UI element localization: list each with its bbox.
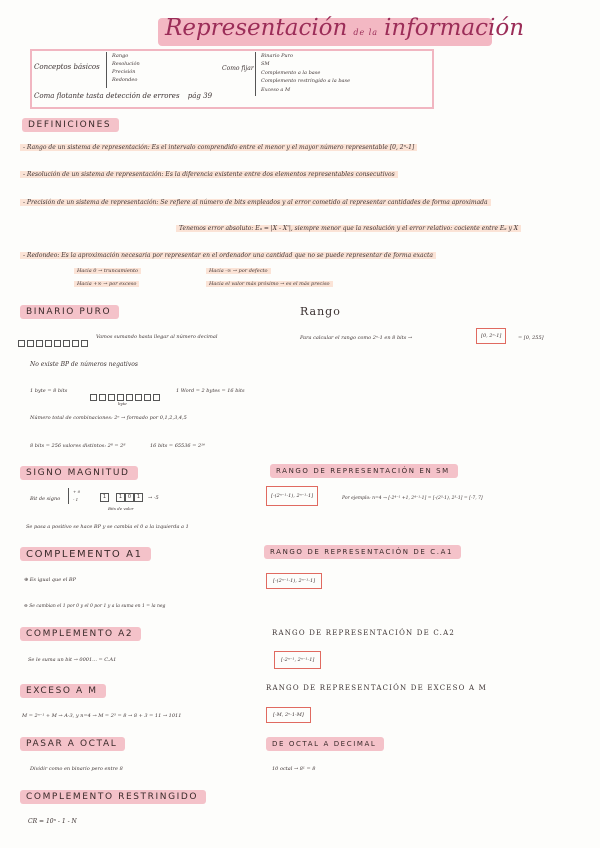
heading-ca2: COMPLEMENTO A2 xyxy=(20,627,141,641)
exceso-text: M = 2ⁿ⁻¹ + M → A-3, y n=4 → M = 2³ = 8 → 8 + 3 = 11 → 1011 xyxy=(22,713,182,719)
concept-exceso: Exceso a M xyxy=(261,86,291,93)
como-fijar-label: Como fijar xyxy=(222,65,254,72)
bp-total: Número total de combinaciones: 2ⁿ → formado por 0,1,2,3,4,5 xyxy=(30,415,187,421)
heading-exceso: EXCESO A M xyxy=(20,684,106,698)
rango-ca1-box: [-(2ⁿ⁻¹-1), 2ⁿ⁻¹-1] xyxy=(266,573,322,589)
pasar-octal-text: Dividir como en binario pero entre 8 xyxy=(30,766,123,772)
concepts-list-1 xyxy=(112,52,140,84)
octal-decimal-text: 10 octal → 8¹ = 8 xyxy=(272,766,316,772)
heading-octal-decimal: DE OCTAL A DECIMAL xyxy=(266,737,384,751)
concept-bp: Binario Puro xyxy=(261,53,294,59)
def-redondeo: - Redondeo: Es la aproximación necesaria por representar en el ordenador una cantidad que no se puede representar de forma exacta xyxy=(20,252,436,259)
sm-value-bits: 1 0 1 xyxy=(116,493,143,502)
rango-sm-ejemplo: Por ejemplo: n=4 → [-2⁴⁻¹ +1, 2⁴⁻¹-1] = [-(2³-1), 2³-1] = [-7, 7] xyxy=(342,496,483,501)
heading-definiciones: DEFINICIONES xyxy=(22,118,119,132)
heading-rango: Rango xyxy=(300,305,341,318)
concepts-box xyxy=(30,49,434,109)
concept-resolucion: Resolución xyxy=(112,61,140,67)
sm-bits-label: Bits de valor xyxy=(108,506,134,511)
redondeo-hacia-menos-inf: Hacia -∞ → por defecto xyxy=(206,268,271,274)
page-ref: pág 39 xyxy=(187,92,213,100)
def-errores: Tenemos error absoluto: Eₐ = |X - X'|, siempre menor que la resolución y el error relativo: cociente entre Eₐ y X xyxy=(176,225,521,232)
sm-sign-bit-box: 1 xyxy=(100,493,109,502)
bp-ejemplo: 8 bits = 256 valores distintos: 2⁸ = 2⁸ xyxy=(30,443,126,449)
heading-complemento-restringido: COMPLEMENTO RESTRINGIDO xyxy=(20,790,206,804)
rango-result: = [0, 255] xyxy=(518,335,544,341)
rango-ca2-box: [-2ⁿ⁻¹, 2ⁿ⁻¹-1] xyxy=(274,651,321,669)
redondeo-hacia-0: Hacia 0 → truncamiento xyxy=(74,268,141,274)
concepts-brace-2 xyxy=(255,52,260,96)
heading-rango-sm: RANGO DE REPRESENTACIÓN EN SM xyxy=(270,464,458,478)
sm-sign-brace xyxy=(68,488,72,504)
heading-signo-magnitud: SIGNO MAGNITUD xyxy=(20,466,138,480)
rango-exceso-box: [-M, 2ⁿ-1-M] xyxy=(266,707,311,723)
def-resolucion: - Resolución de un sistema de representación: Es la diferencia existente entre dos elementos representables consecutivos xyxy=(20,171,398,178)
bit-squares xyxy=(18,333,90,352)
sm-sign-values: + 0 - 1 xyxy=(73,489,81,502)
def-rango: - Rango de un sistema de representación: Es el intervalo comprendido entre el menor y el mayor número representable [0, 2ⁿ-1] xyxy=(20,144,417,151)
sm-example-result: → -5 xyxy=(148,495,159,501)
page-title: Representación de la información xyxy=(165,15,525,41)
ca2-text: Se le suma un bit → 0001... = C.A1 xyxy=(28,657,117,663)
bp-no-neg: No existe BP de números negativos xyxy=(30,361,138,368)
bp-byte: 1 byte = 8 bits xyxy=(30,388,68,394)
coma-flotante: Coma flotante tasta detección de errores pág 39 xyxy=(34,92,213,100)
concept-rango: Rango xyxy=(112,53,129,59)
sm-pos-text: Se pasa a positivo se hace BP y se cambia el 0 a la izquierda a 1 xyxy=(26,524,189,530)
heading-binario-puro: BINARIO PURO xyxy=(20,305,119,319)
concepts-label: Conceptos básicos xyxy=(34,63,100,71)
redondeo-hacia-mas-inf: Hacia +∞ → por exceso xyxy=(74,281,139,287)
restringido-text: CR = 10ⁿ - 1 - N xyxy=(28,818,77,825)
concept-precision: Precisión xyxy=(112,69,136,75)
heading-ca1: COMPLEMENTO A1 xyxy=(20,547,151,561)
rango-text: Para calcular el rango como 2ⁿ-1 en 8 bits → xyxy=(300,335,413,341)
bp-note: Vamos sumando hasta llegar al número decimal xyxy=(96,334,218,340)
heading-pasar-octal: PASAR A OCTAL xyxy=(20,737,125,751)
concepts-list-2 xyxy=(261,52,350,94)
sm-bit-signo: Bit de signo xyxy=(30,496,61,502)
heading-rango-ca1: RANGO DE REPRESENTACIÓN DE C.A1 xyxy=(264,545,461,559)
heading-rango-ca2: RANGO DE REPRESENTACIÓN DE C.A2 xyxy=(272,629,455,637)
def-precision: - Precisión de un sistema de representación: Se refiere al número de bits empleados y al error cometido al representar cantidades de forma aproximada xyxy=(20,199,491,206)
bp-potencia: 16 bits = 65536 = 2¹⁶ xyxy=(150,443,206,449)
byte-label: byte xyxy=(118,401,127,406)
bp-word: 1 Word = 2 bytes = 16 bits xyxy=(176,388,245,394)
concept-cab: Complemento a la base xyxy=(261,69,321,76)
ca1-neg: ⊖ Se cambian el 1 por 0 y el 0 por 1 y a la suma en 1 = la neg xyxy=(24,604,166,609)
rango-box: [0, 2ⁿ-1] xyxy=(476,328,506,344)
rango-sm-box: [-(2ⁿ⁻¹-1), 2ⁿ⁻¹-1] xyxy=(266,486,318,506)
ca1-pos: ⊕ Es igual que el BP xyxy=(24,577,76,583)
redondeo-hacia-proximo: Hacia el valor más próximo → es el más preciso xyxy=(206,281,333,287)
concepts-brace-1 xyxy=(106,52,111,88)
heading-rango-exceso: RANGO DE REPRESENTACIÓN DE EXCESO A M xyxy=(266,684,487,692)
concept-redondeo: Redondeo xyxy=(112,77,138,83)
concept-sm: SM xyxy=(261,61,270,68)
concept-crb: Complemento restringido a la base xyxy=(261,78,351,85)
